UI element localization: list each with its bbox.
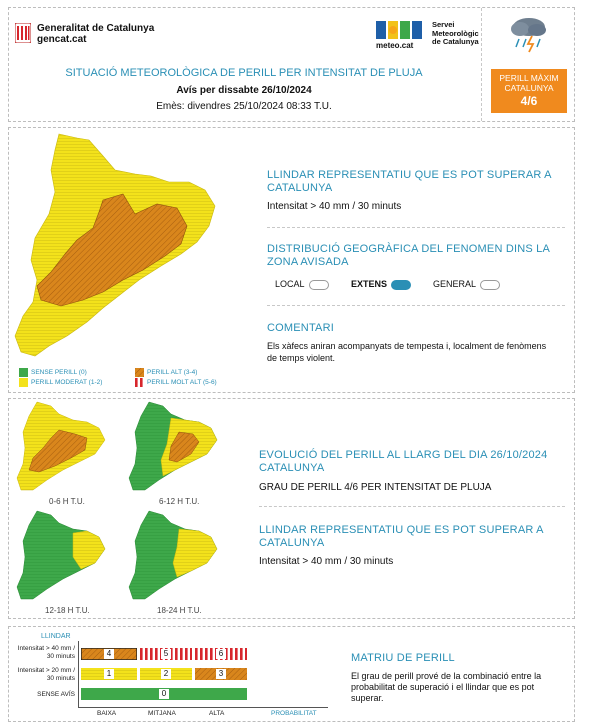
matrix-cell-3-value: 3 bbox=[216, 669, 226, 679]
legend-moderat: PERILL MODERAT (1-2) bbox=[31, 379, 103, 386]
matrix-cell-3 bbox=[195, 668, 247, 680]
evolution-panel bbox=[8, 398, 575, 619]
llindar-value: Intensitat > 40 mm / 30 minuts bbox=[267, 201, 402, 212]
comentari-title: COMENTARI bbox=[267, 322, 334, 334]
llindar-title: LLINDAR REPRESENTATIU QUE ES POT SUPERAR A CATALUNYA bbox=[267, 169, 552, 194]
emes-date: Emès: divendres 25/10/2024 08:33 T.U. bbox=[156, 101, 332, 112]
x-label-alta: ALTA bbox=[209, 710, 225, 717]
map-label-18-24: 18-24 H T.U. bbox=[157, 606, 202, 615]
x-label-probabilitat: PROBABILITAT bbox=[271, 710, 317, 717]
divider bbox=[267, 227, 565, 228]
max-danger-badge bbox=[491, 69, 567, 113]
option-general-label: GENERAL bbox=[433, 279, 477, 289]
meteocat-logo[interactable] bbox=[376, 21, 424, 53]
matrix-cell-4 bbox=[81, 648, 137, 660]
matrix-cell-4-value: 4 bbox=[104, 649, 114, 659]
smc-name bbox=[432, 21, 479, 47]
badge-line-1: PERILL MÀXIM bbox=[499, 73, 559, 83]
matrix-row-3-label: SENSE AVÍS bbox=[37, 691, 75, 698]
map-label-0-6: 0-6 H T.U. bbox=[49, 497, 85, 506]
avis-date: Avís per dissabte 26/10/2024 bbox=[176, 85, 312, 96]
map-12-18 bbox=[15, 509, 111, 605]
legend-swatch-alt bbox=[135, 368, 144, 377]
matrix-header: LLINDAR bbox=[41, 633, 71, 640]
evolucio-title: EVOLUCIÓ DEL PERILL AL LLARG DEL DIA 26/10/2024 CATALUNYA bbox=[259, 449, 548, 474]
matrix-panel bbox=[8, 626, 575, 722]
matrix-cell-1-value: 1 bbox=[104, 669, 114, 679]
matrix-x-axis bbox=[78, 707, 328, 708]
map-18-24 bbox=[127, 509, 223, 605]
matrix-cell-6 bbox=[195, 648, 247, 660]
map-label-12-18: 12-18 H T.U. bbox=[45, 606, 90, 615]
smc-line-2: Meteorològic bbox=[432, 28, 479, 38]
divider bbox=[259, 506, 565, 507]
general-toggle bbox=[480, 280, 500, 290]
gencat-logo[interactable] bbox=[15, 21, 165, 51]
map-label-6-12: 6-12 H T.U. bbox=[159, 497, 200, 506]
legend-swatch-moderat bbox=[19, 378, 28, 387]
option-local bbox=[275, 279, 329, 290]
matrix-cell-1 bbox=[81, 668, 137, 680]
map-6-12 bbox=[127, 400, 223, 496]
option-local-label: LOCAL bbox=[275, 279, 305, 289]
smc-line-1: Servei bbox=[432, 20, 455, 29]
smc-line-3: de Catalunya bbox=[432, 37, 479, 46]
legend-swatch-molt-alt bbox=[135, 378, 144, 387]
map-0-6 bbox=[15, 400, 111, 496]
matrix-y-axis bbox=[78, 641, 79, 707]
gencat-name: Generalitat de Catalunya bbox=[37, 23, 155, 34]
matrix-row-2-label: Intensitat > 20 mm / 30 minuts bbox=[17, 667, 75, 682]
meteocat-text: meteo.cat bbox=[376, 41, 414, 50]
comentari-text: Els xàfecs aniran acompanyats de tempesta i, localment de fenòmens de temps violent. bbox=[267, 341, 547, 363]
matrix-cell-2 bbox=[140, 668, 192, 680]
gencat-url: gencat.cat bbox=[37, 34, 87, 45]
matrix-cell-2-value: 2 bbox=[161, 669, 171, 679]
evolucio-value: GRAU DE PERILL 4/6 PER INTENSITAT DE PLUJA bbox=[259, 482, 492, 493]
matrix-cell-0 bbox=[81, 688, 247, 700]
legend-sense: SENSE PERILL (0) bbox=[31, 369, 87, 376]
matrix-cell-0-value: 0 bbox=[159, 689, 169, 699]
rain-storm-icon bbox=[507, 13, 551, 53]
catalunya-main-map bbox=[11, 130, 221, 362]
header-panel bbox=[8, 7, 575, 122]
badge-value: 4/6 bbox=[520, 94, 538, 108]
local-toggle bbox=[309, 280, 329, 290]
badge-line-2: CATALUNYA bbox=[504, 83, 554, 93]
matrix-cell-5 bbox=[140, 648, 192, 660]
x-label-mitjana: MITJANA bbox=[148, 710, 176, 717]
main-panel bbox=[8, 127, 575, 393]
divider bbox=[267, 305, 565, 306]
matrix-cell-6-value: 6 bbox=[216, 649, 226, 659]
option-general bbox=[433, 279, 500, 290]
legend-swatch-sense bbox=[19, 368, 28, 377]
legend-alt: PERILL ALT (3-4) bbox=[147, 369, 198, 376]
matriu-title: MATRIU DE PERILL bbox=[351, 652, 455, 664]
page-title: SITUACIÓ METEOROLÒGICA DE PERILL PER INTENSITAT DE PLUJA bbox=[65, 67, 423, 79]
meteocat-icon bbox=[376, 21, 422, 39]
matrix-cell-5-value: 5 bbox=[161, 649, 171, 659]
matriu-text: El grau de perill prové de la combinació entre la probabilitat de superació i el llindar que es pot superar. bbox=[351, 671, 542, 703]
header-divider bbox=[481, 8, 482, 121]
extens-toggle bbox=[391, 280, 411, 290]
legend-molt-alt: PERILL MOLT ALT (5-6) bbox=[147, 379, 217, 386]
llindar-title-2: LLINDAR REPRESENTATIU QUE ES POT SUPERAR A CATALUNYA bbox=[259, 524, 544, 549]
matrix-row-1-label: Intensitat > 40 mm / 30 minuts bbox=[17, 645, 75, 660]
option-extens-label: EXTENS bbox=[351, 279, 388, 289]
option-extens bbox=[351, 279, 411, 290]
senyera-icon bbox=[15, 23, 31, 43]
llindar-value-2: Intensitat > 40 mm / 30 minuts bbox=[259, 556, 394, 567]
x-label-baixa: BAIXA bbox=[97, 710, 117, 717]
distrib-title: DISTRIBUCIÓ GEOGRÀFICA DEL FENOMEN DINS LA ZONA AVISADA bbox=[267, 243, 550, 268]
